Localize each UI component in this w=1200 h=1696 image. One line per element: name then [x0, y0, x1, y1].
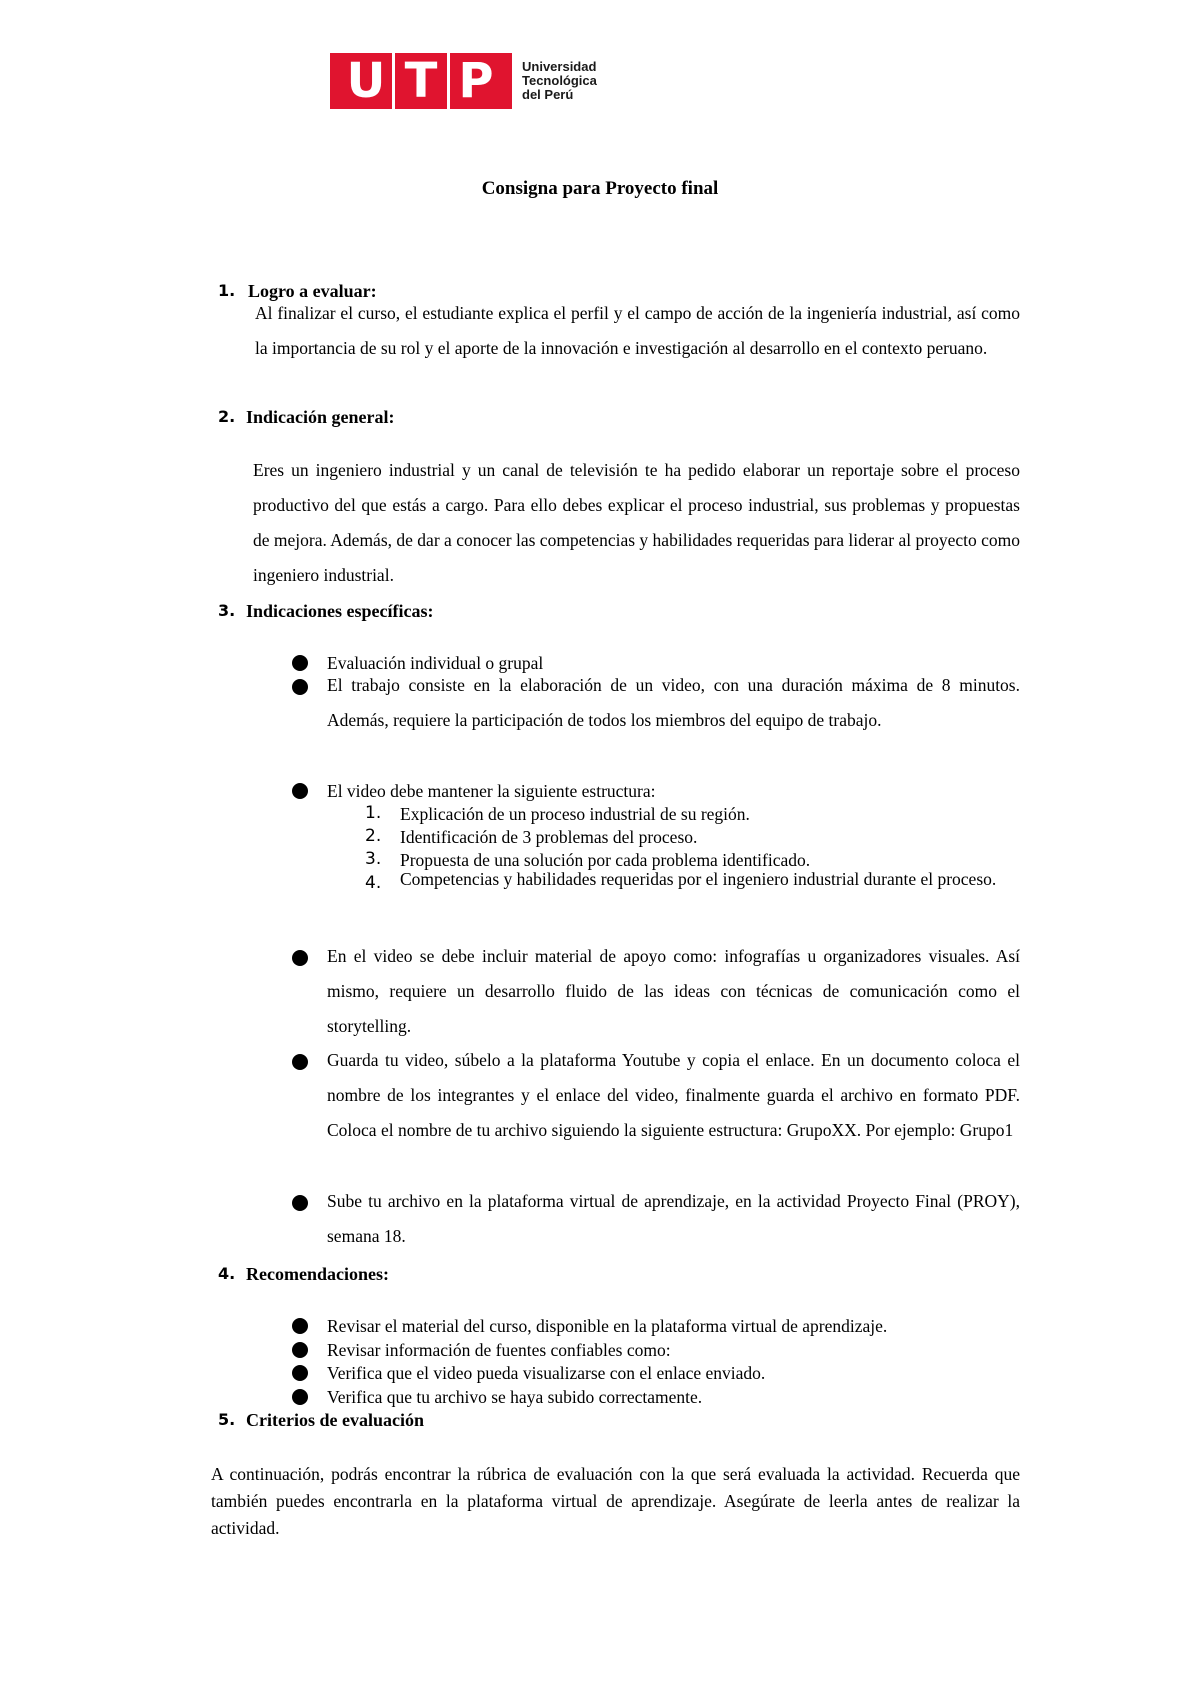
- logo-line: Tecnológica: [522, 73, 597, 88]
- document-title: Consigna para Proyecto final: [481, 178, 719, 199]
- bullet-icon: [292, 679, 308, 695]
- section-heading-2: [218, 405, 395, 429]
- logo-letter-p: P: [458, 53, 494, 109]
- section-title: Recomendaciones:: [246, 1264, 389, 1284]
- section-2-text: Eres un ingeniero industrial y un canal de televisión te ha pedido elaborar un reportaje sobre el proceso productivo del que estás a cargo. Para ello debes explicar el proceso industrial, sus problemas y propuestas de mejora. Además, de dar a conocer las competencias y habilidades requeridas para liderar al proyecto como ingeniero industrial.: [253, 460, 1020, 585]
- sub-list-item: Propuesta de una solución por cada problema identificado.: [400, 850, 811, 870]
- section-heading-5: [218, 1408, 424, 1432]
- list-item: Verifica que el video pueda visualizarse con el enlace enviado.: [327, 1363, 766, 1383]
- list-item: El video debe mantener la siguiente estructura:: [327, 781, 656, 801]
- section-heading-3: [218, 599, 433, 623]
- section-1-text: Al finalizar el curso, el estudiante explica el perfil y el campo de acción de la ingeniería industrial, así como la importancia de su rol y el aporte de la innovación e investigación al desarrollo en el contexto peruano.: [255, 303, 1020, 358]
- sub-list-item: Competencias y habilidades requeridas por el ingeniero industrial durante el proceso.: [400, 869, 997, 889]
- list-item: Revisar el material del curso, disponible en la plataforma virtual de aprendizaje.: [327, 1316, 888, 1336]
- sub-list-item: Identificación de 3 problemas del proceso.: [400, 827, 698, 847]
- list-item: En el video se debe incluir material de apoyo como: infografías u organizadores visuales. Así mismo, requiere un desarrollo fluido de las ideas con técnicas de comunicación como el storytelling.: [327, 946, 1020, 1036]
- list-item: Evaluación individual o grupal: [327, 653, 544, 673]
- bullet-icon: [292, 655, 308, 671]
- list-item: Guarda tu video, súbelo a la plataforma Youtube y copia el enlace. En un documento coloca el nombre de los integrantes y el enlace del video, finalmente guarda el archivo en formato PDF. Coloca el nombre de tu archivo siguiendo la siguiente estructura: GrupoXX. Por ejemplo: Grupo1: [327, 1050, 1020, 1140]
- section-title: Criterios de evaluación: [246, 1410, 424, 1430]
- list-item: Sube tu archivo en la plataforma virtual de aprendizaje, en la actividad Proyecto Final (PROY), semana 18.: [327, 1191, 1020, 1246]
- logo-mark: [330, 53, 512, 109]
- logo-line: Universidad: [522, 59, 597, 74]
- section-number: 3.: [218, 601, 236, 620]
- section-heading-4: [218, 1262, 389, 1286]
- sub-number: 2.: [365, 826, 382, 846]
- list-item: Verifica que tu archivo se haya subido correctamente.: [327, 1387, 703, 1407]
- bullet-icon: [292, 783, 308, 799]
- logo-line: del Perú: [522, 87, 574, 102]
- section-title: Indicación general:: [246, 407, 395, 427]
- section-title: Logro a evaluar:: [248, 281, 377, 301]
- bullet-icon: [292, 950, 308, 966]
- sub-list-item: Explicación de un proceso industrial de su región.: [400, 804, 750, 824]
- section-number: 1.: [218, 281, 236, 300]
- section-number: 4.: [218, 1264, 236, 1283]
- list-item: Revisar información de fuentes confiables como:: [327, 1340, 671, 1360]
- section-number: 2.: [218, 407, 236, 426]
- bullet-icon: [292, 1195, 308, 1211]
- sub-number: 4.: [365, 873, 382, 893]
- logo-wordmark: [522, 60, 597, 102]
- logo-letter-t: T: [404, 53, 438, 109]
- bullet-icon: [292, 1342, 308, 1358]
- sub-number: 1.: [365, 803, 382, 823]
- section-5-text: A continuación, podrás encontrar la rúbrica de evaluación con la que será evaluada la actividad. Recuerda que también puedes encontrarla en la plataforma virtual de aprendizaje. Asegúrate de leerla antes de realizar la actividad.: [211, 1464, 1020, 1538]
- list-item: El trabajo consiste en la elaboración de un video, con una duración máxima de 8 minutos. Además, requiere la participación de todos los miembros del equipo de trabajo.: [327, 675, 1020, 730]
- sub-number: 3.: [365, 849, 382, 869]
- section-number: 5.: [218, 1410, 236, 1429]
- bullet-icon: [292, 1318, 308, 1334]
- bullet-icon: [292, 1389, 308, 1405]
- logo-letter-u: U: [346, 53, 386, 109]
- bullet-icon: [292, 1365, 308, 1381]
- bullet-icon: [292, 1054, 308, 1070]
- utp-logo: [330, 53, 597, 109]
- section-title: Indicaciones específicas:: [246, 601, 434, 621]
